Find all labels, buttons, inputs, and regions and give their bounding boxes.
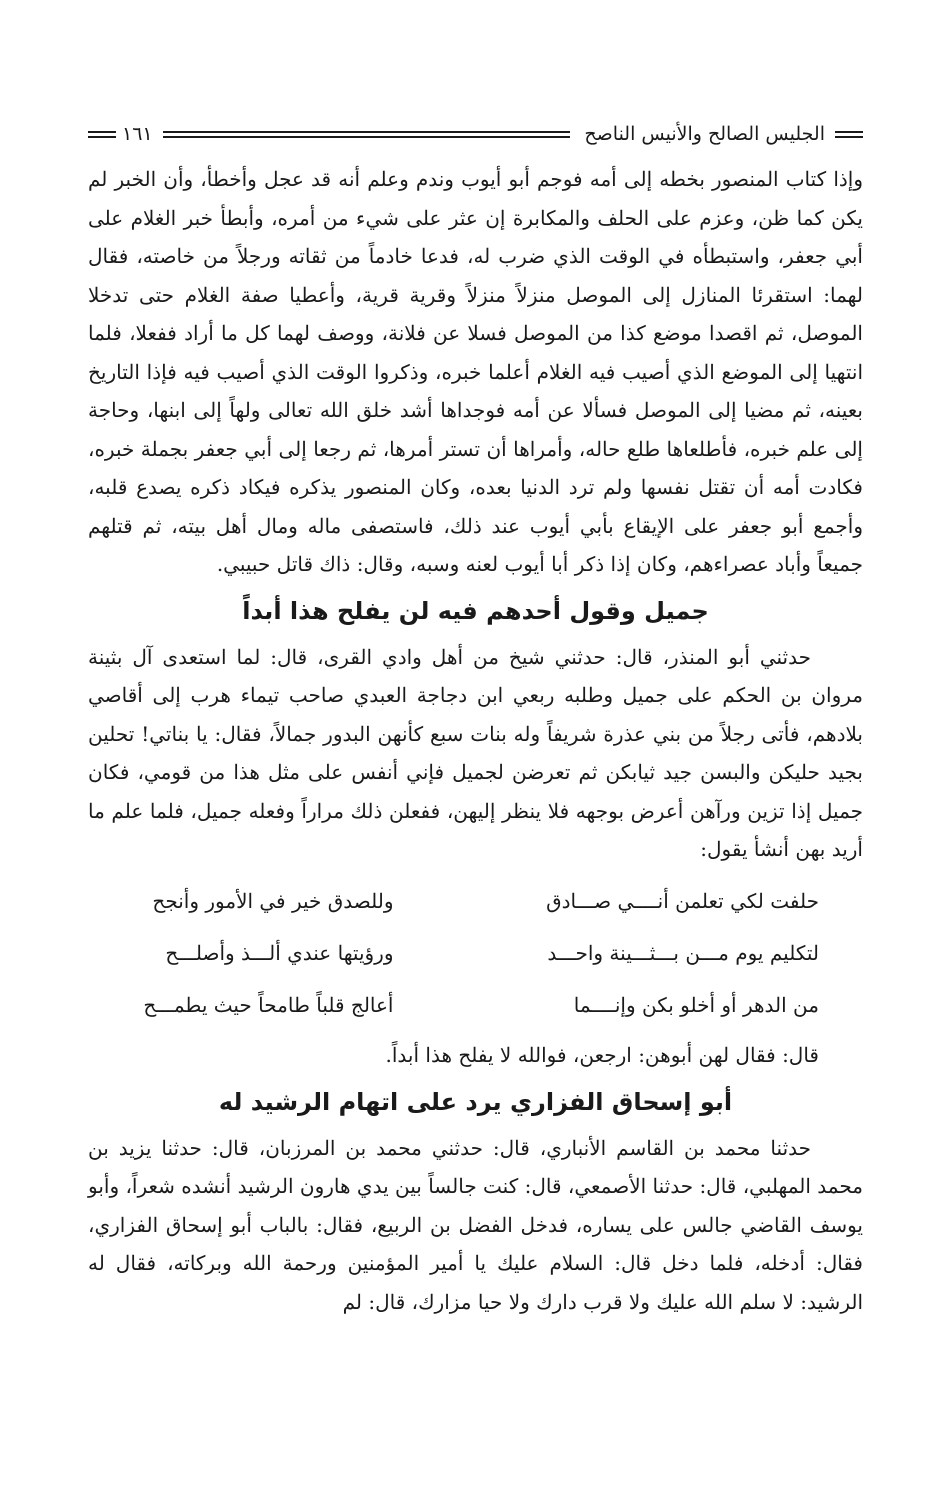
verse-second-hemistich: ورؤيتها عندي ألـــذ وأصلـــح (165, 940, 394, 965)
verse-first-hemistich: حلفت لكي تعلمن أنــــي صـــادق (546, 888, 819, 913)
intro-paragraph: وإذا كتاب المنصور بخطه إلى أمه فوجم أبو أيوب وندم وعلم أنه قد عجل وأخطأ، وأن الخبر لم يكن كما ظن، وعزم على الحلف والمكابرة إن عثر على شيء من أمره، وأبطأ خبر الغلام على أبي جعفر، واستبطأه في الوقت الذي ضرب له، فدعا خادماً من ثقاته ورجلاً من خاصته، فقال لهما: استقرئا المنازل إلى الموصل منزلاً منزلاً وقرية قرية، وأعطيا صفة الغلام حتى تدخلا الموصل، ثم اقصدا موضع كذا من الموصل فسلا عن فلانة، ووصف لهما كل ما أراد ففعلا، فلما انتهيا إلى الموضع الذي أصيب فيه الغلام أعلما خبره، وذكروا الوقت الذي أصيب فيه فإذا التاريخ بعينه، ثم مضيا إلى الموصل فسألا عن أمه فوجداها أشد خلق الله تعالى ولهاً إلى ابنها، وحاجة إلى علم خبره، فأطلعاها طلع حاله، وأمراها أن تستر أمرها، ثم رجعا إلى أبي جعفر بجملة خبره، فكادت أمه أن تقتل نفسها ولم ترد الدنيا بعده، وكان المنصور يذكره فيكاد ذكره يصدع قلبه، وأجمع أبو جعفر على الإيقاع بأبي أيوب عند ذلك، فاستصفى ماله ومال أهل بيته، ثم قتلهم جميعاً وأباد عصراءهم، وكان إذا ذكر أبا أيوب لعنه وسبه، وقال: ذاك قاتل حبيبي. (88, 167, 864, 576)
header-ornament-end (88, 131, 116, 138)
jamil-paragraph: حدثني أبو المنذر، قال: حدثني شيخ من أهل وادي القرى، قال: لما استعدى آل بثينة مروان بن الحكم على جميل وطلبه ربعي ابن دجاجة العبدي صاحب تيماء هرب إلى أقاصي بلادهم، فأتى رجلاً من بني عذرة شريفاً وله بنات سبع كأنهن البدور جمالاً، فقال: يا بناتي! تحلين بجيد حليكن والبسن جيد ثيابكن ثم تعرضن لجميل فإني أنفس على مثل هذا من قومي، فكان جميل إذا تزين ورآهن أعرض بوجهه فلا ينظر إليهن، ففعلن ذلك مراراً وفعله جميل، فلما علم ما أريد بهن أنشأ يقول: (88, 644, 863, 861)
poem (88, 875, 863, 1031)
header-rule (163, 131, 571, 138)
fazari-paragraph: حدثنا محمد بن القاسم الأنباري، قال: حدثني محمد بن المرزبان، قال: حدثنا يزيد بن محمد المهلبي، قال: حدثنا الأصمعي، قال: كنت جالساً بين يدي هارون الرشيد أنشده شعراً، وأبو يوسف القاضي جالس على يساره، فدخل الفضل بن الربيع، فقال: بالباب أبو إسحاق الفزاري، فقال: أدخله، فلما دخل قال: السلام عليك يا أمير المؤمنين ورحمة الله وبركاته، فقال له الرشيد: لا سلم الله عليك ولا قرب دارك ولا حيا مزارك، قال: لم (88, 1135, 863, 1314)
poem-verse (88, 927, 863, 979)
verse-second-hemistich: أعالج قلباً طامحاً حيث يطمـــح (143, 992, 394, 1017)
text-body (88, 160, 863, 1321)
after-poem-line: قال: فقال لهن أبوهن: ارجعن، فوالله لا يفلح هذا أبداً. (385, 1042, 819, 1067)
verse-first-hemistich: من الدهر أو أخلو بكن وإنــــما (573, 992, 819, 1017)
page-number: ١٦١ (122, 123, 153, 145)
verse-first-hemistich: لتكليم يوم مـــن بـــثـــينة واحـــد (547, 940, 819, 965)
poem-verse (88, 875, 863, 927)
header-ornament-start (835, 131, 863, 138)
section-heading-jamil: جميل وقول أحدهم فيه لن يفلح هذا أبداً (242, 596, 709, 625)
book-title: الجليس الصالح والأنيس الناصح (584, 123, 825, 145)
section-heading-fazari: أبو إسحاق الفزاري يرد على اتهام الرشيد له (218, 1087, 733, 1116)
poem-verse (88, 979, 863, 1031)
verse-second-hemistich: وللصدق خير في الأمور وأنجح (152, 888, 394, 913)
running-header (88, 112, 863, 156)
